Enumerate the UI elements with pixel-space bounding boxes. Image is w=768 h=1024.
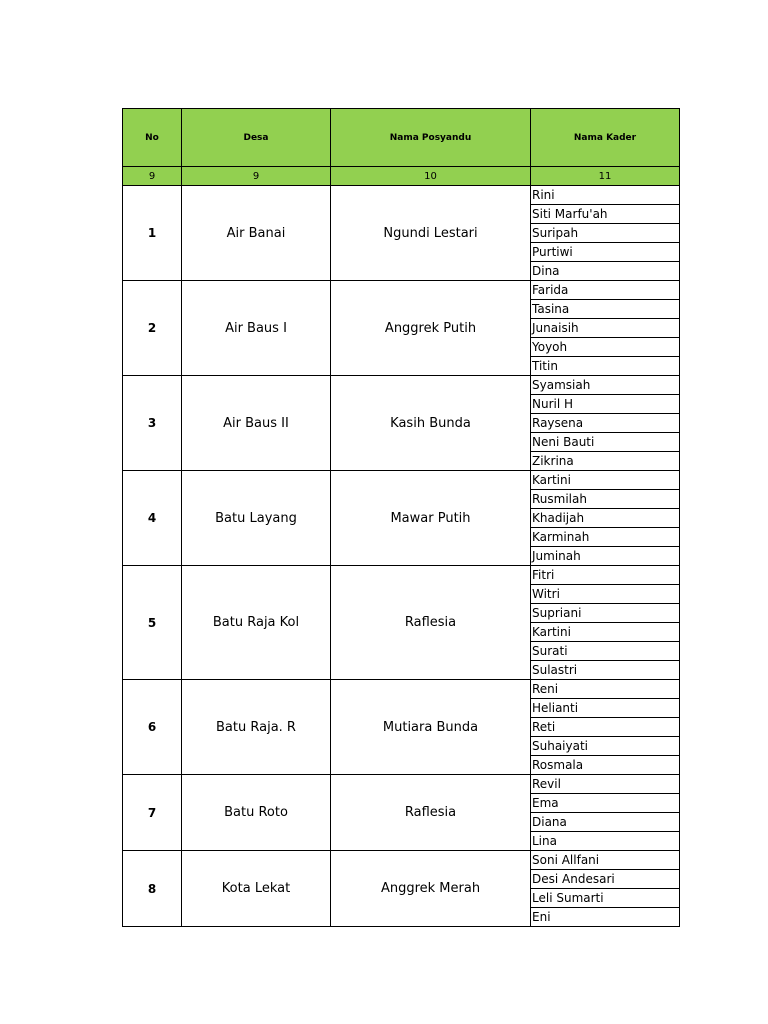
posyandu-table — [122, 108, 680, 927]
posyandu-name: Kasih Bunda — [331, 376, 531, 471]
kader-name: Rosmala — [531, 756, 680, 775]
posyandu-name: Raflesia — [331, 566, 531, 680]
table-row — [123, 376, 680, 395]
kader-name: Tasina — [531, 300, 680, 319]
desa-name: Batu Raja. R — [182, 680, 331, 775]
desa-name: Batu Roto — [182, 775, 331, 851]
kader-name: Sulastri — [531, 661, 680, 680]
kader-name: Ema — [531, 794, 680, 813]
kader-name: Diana — [531, 813, 680, 832]
header-desa: Desa — [182, 109, 331, 167]
kader-name: Raysena — [531, 414, 680, 433]
kader-name: Supriani — [531, 604, 680, 623]
table-row — [123, 471, 680, 490]
desa-name: Air Banai — [182, 186, 331, 281]
kader-name: Witri — [531, 585, 680, 604]
desa-name: Kota Lekat — [182, 851, 331, 927]
kader-name: Fitri — [531, 566, 680, 585]
kader-name: Reti — [531, 718, 680, 737]
kader-name: Zikrina — [531, 452, 680, 471]
posyandu-name: Ngundi Lestari — [331, 186, 531, 281]
kader-name: Nuril H — [531, 395, 680, 414]
kader-name: Desi Andesari — [531, 870, 680, 889]
table-row — [123, 680, 680, 699]
kader-name: Soni Allfani — [531, 851, 680, 870]
kader-name: Rusmilah — [531, 490, 680, 509]
kader-name: Junaisih — [531, 319, 680, 338]
kader-name: Kartini — [531, 623, 680, 642]
kader-name: Rini — [531, 186, 680, 205]
kader-name: Titin — [531, 357, 680, 376]
kader-name: Syamsiah — [531, 376, 680, 395]
kader-name: Khadijah — [531, 509, 680, 528]
kader-name: Purtiwi — [531, 243, 680, 262]
column-number-row — [123, 167, 680, 186]
column-number-posyandu: 10 — [331, 167, 531, 186]
kader-name: Yoyoh — [531, 338, 680, 357]
kader-name: Lina — [531, 832, 680, 851]
header-nama-posyandu: Nama Posyandu — [331, 109, 531, 167]
kader-name: Farida — [531, 281, 680, 300]
posyandu-name: Mutiara Bunda — [331, 680, 531, 775]
kader-name: Juminah — [531, 547, 680, 566]
row-number: 8 — [123, 851, 182, 927]
header-no: No — [123, 109, 182, 167]
row-number: 3 — [123, 376, 182, 471]
kader-name: Suripah — [531, 224, 680, 243]
kader-name: Reni — [531, 680, 680, 699]
kader-name: Karminah — [531, 528, 680, 547]
kader-name: Suhaiyati — [531, 737, 680, 756]
table-row — [123, 186, 680, 205]
column-number-no: 9 — [123, 167, 182, 186]
kader-name: Dina — [531, 262, 680, 281]
table-row — [123, 281, 680, 300]
table-row — [123, 775, 680, 794]
kader-name: Eni — [531, 908, 680, 927]
desa-name: Batu Layang — [182, 471, 331, 566]
column-number-desa: 9 — [182, 167, 331, 186]
desa-name: Batu Raja Kol — [182, 566, 331, 680]
kader-name: Siti Marfu'ah — [531, 205, 680, 224]
posyandu-name: Anggrek Merah — [331, 851, 531, 927]
kader-name: Helianti — [531, 699, 680, 718]
row-number: 1 — [123, 186, 182, 281]
row-number: 4 — [123, 471, 182, 566]
table-row — [123, 851, 680, 870]
desa-name: Air Baus I — [182, 281, 331, 376]
posyandu-name: Raflesia — [331, 775, 531, 851]
kader-name: Kartini — [531, 471, 680, 490]
header-row — [123, 109, 680, 167]
table-row — [123, 566, 680, 585]
desa-name: Air Baus II — [182, 376, 331, 471]
column-number-kader: 11 — [531, 167, 680, 186]
row-number: 5 — [123, 566, 182, 680]
posyandu-name: Mawar Putih — [331, 471, 531, 566]
kader-name: Revil — [531, 775, 680, 794]
kader-name: Neni Bauti — [531, 433, 680, 452]
kader-name: Surati — [531, 642, 680, 661]
posyandu-name: Anggrek Putih — [331, 281, 531, 376]
kader-name: Leli Sumarti — [531, 889, 680, 908]
row-number: 7 — [123, 775, 182, 851]
table-body — [123, 186, 680, 927]
row-number: 2 — [123, 281, 182, 376]
row-number: 6 — [123, 680, 182, 775]
header-nama-kader: Nama Kader — [531, 109, 680, 167]
